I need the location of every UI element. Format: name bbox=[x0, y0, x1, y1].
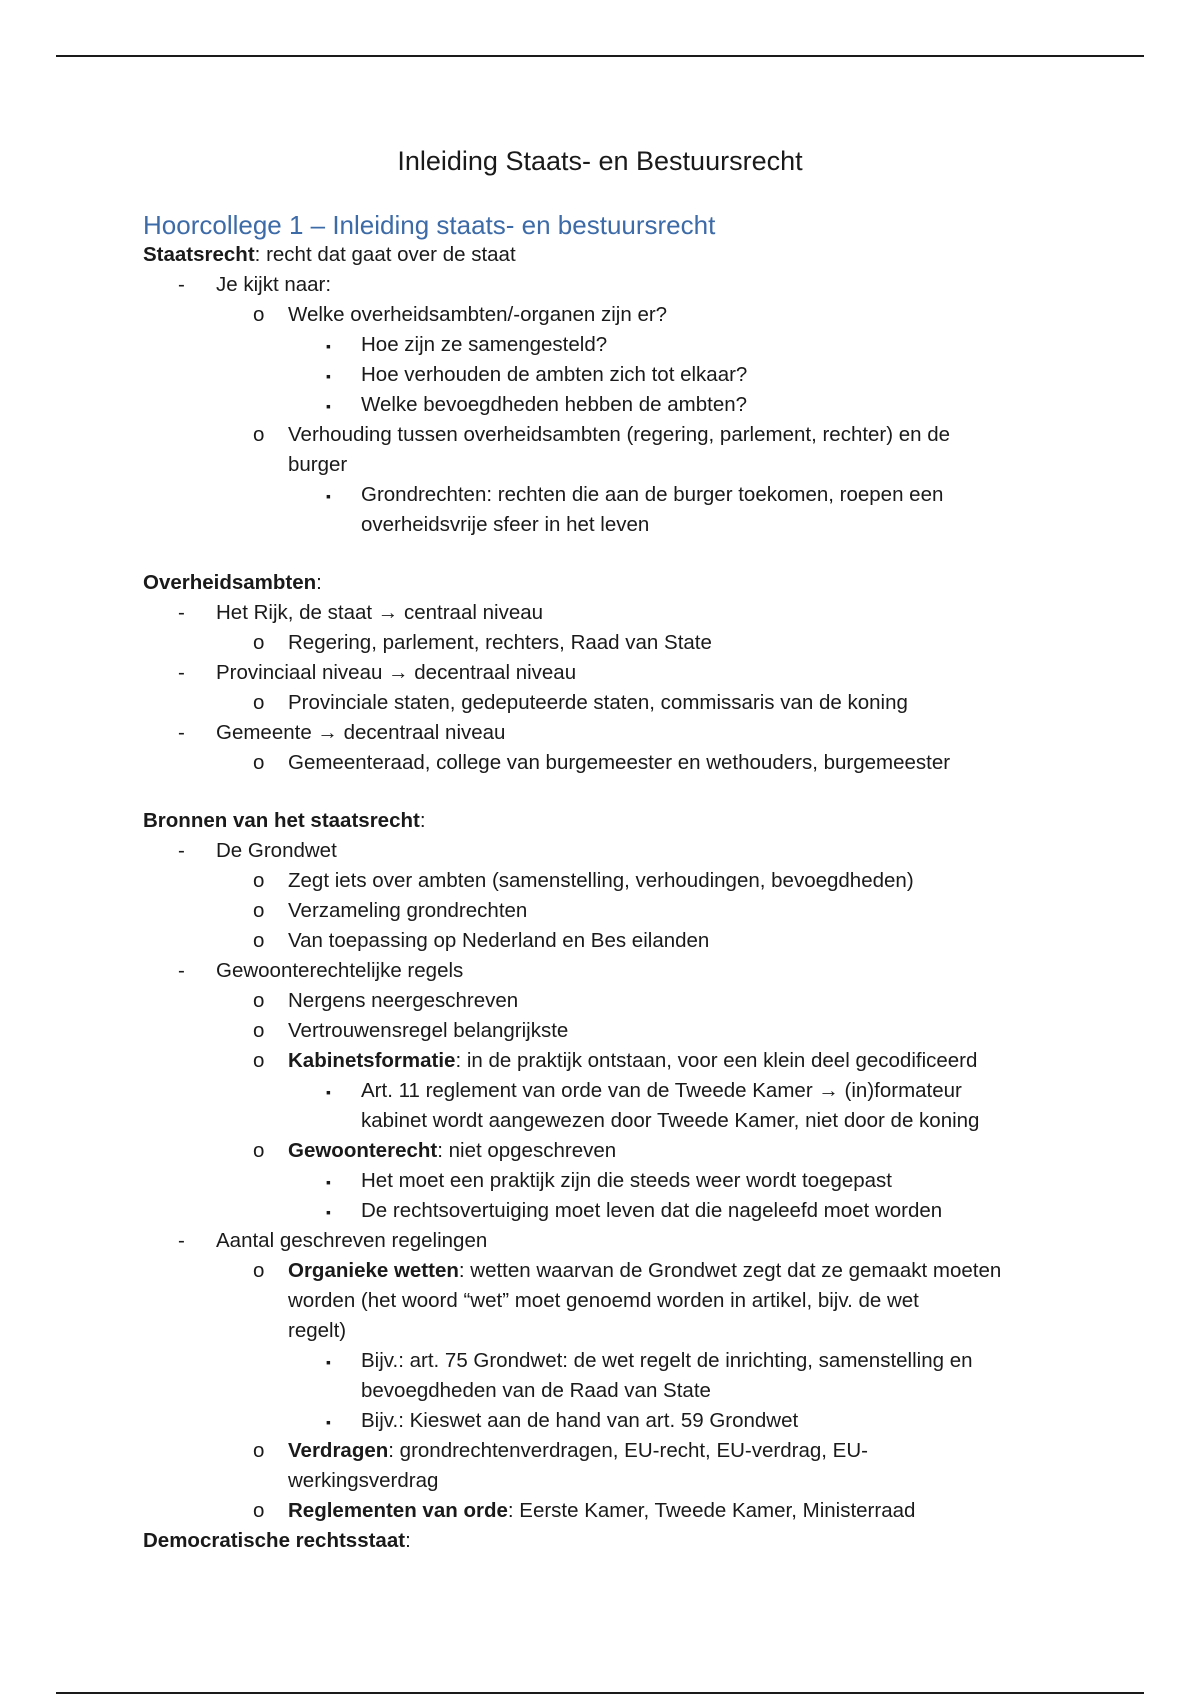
bullet-dash: - Provinciaal niveau → decentraal niveau bbox=[178, 661, 577, 684]
bullet-circle: o Zegt iets over ambten (samenstelling, verhoudingen, bevoegdheden) bbox=[253, 869, 914, 892]
bullet-square: ▪ Grondrechten: rechten die aan de burger toekomen, roepen een bbox=[326, 483, 944, 506]
bullet-circle: o Verzameling grondrechten bbox=[253, 899, 528, 922]
header-rule bbox=[56, 55, 1144, 57]
bullet-continuation: worden (het woord “wet” moet genoemd worden in artikel, bijv. de wet bbox=[288, 1289, 919, 1312]
bullet-square: ▪ Art. 11 reglement van orde van de Tweede Kamer → (in)formateur bbox=[326, 1079, 962, 1102]
term-line: Democratische rechtsstaat: bbox=[143, 1529, 411, 1552]
bullet-circle: o Vertrouwensregel belangrijkste bbox=[253, 1019, 569, 1042]
term-line: Overheidsambten: bbox=[143, 571, 322, 594]
bullet-square: ▪ Bijv.: Kieswet aan de hand van art. 59 Grondwet bbox=[326, 1409, 799, 1432]
bullet-circle: o Provinciale staten, gedeputeerde staten, commissaris van de koning bbox=[253, 691, 908, 714]
bullet-square: ▪ Hoe verhouden de ambten zich tot elkaar? bbox=[326, 363, 748, 386]
bullet-square: ▪ Bijv.: art. 75 Grondwet: de wet regelt de inrichting, samenstelling en bbox=[326, 1349, 973, 1372]
bullet-circle: o Verdragen: grondrechtenverdragen, EU-recht, EU-verdrag, EU- bbox=[253, 1439, 868, 1462]
bullet-dash: - Je kijkt naar: bbox=[178, 273, 332, 296]
bullet-circle: o Verhouding tussen overheidsambten (regering, parlement, rechter) en de bbox=[253, 423, 951, 446]
bullet-circle: o Reglementen van orde: Eerste Kamer, Tweede Kamer, Ministerraad bbox=[253, 1499, 916, 1522]
bullet-square: ▪ Het moet een praktijk zijn die steeds weer wordt toegepast bbox=[326, 1169, 892, 1192]
bullet-circle: o Gewoonterecht: niet opgeschreven bbox=[253, 1139, 617, 1162]
bullet-circle: o Regering, parlement, rechters, Raad van State bbox=[253, 631, 712, 654]
bullet-dash: - Het Rijk, de staat → centraal niveau bbox=[178, 601, 544, 624]
document-body bbox=[143, 210, 1103, 1556]
bullet-square: ▪ De rechtsovertuiging moet leven dat die nageleefd moet worden bbox=[326, 1199, 943, 1222]
bullet-dash: - Gemeente → decentraal niveau bbox=[178, 721, 506, 744]
bullet-continuation: werkingsverdrag bbox=[288, 1469, 439, 1492]
bullet-continuation: overheidsvrije sfeer in het leven bbox=[361, 513, 650, 536]
bullet-continuation: burger bbox=[288, 453, 348, 476]
bullet-circle: o Kabinetsformatie: in de praktijk ontstaan, voor een klein deel gecodificeerd bbox=[253, 1049, 978, 1072]
bullet-dash: - Gewoonterechtelijke regels bbox=[178, 959, 464, 982]
bullet-circle: o Van toepassing op Nederland en Bes eilanden bbox=[253, 929, 710, 952]
bullet-square: ▪ Welke bevoegdheden hebben de ambten? bbox=[326, 393, 748, 416]
bullet-circle: o Gemeenteraad, college van burgemeester en wethouders, burgemeester bbox=[253, 751, 951, 774]
bullet-dash: - Aantal geschreven regelingen bbox=[178, 1229, 488, 1252]
bullet-square: ▪ Hoe zijn ze samengesteld? bbox=[326, 333, 608, 356]
bullet-circle: o Welke overheidsambten/-organen zijn er? bbox=[253, 303, 668, 326]
term-line: Bronnen van het staatsrecht: bbox=[143, 809, 426, 832]
section-heading: Hoorcollege 1 – Inleiding staats- en bestuursrecht bbox=[143, 210, 716, 240]
bullet-continuation: regelt) bbox=[288, 1319, 347, 1342]
bullet-dash: - De Grondwet bbox=[178, 839, 337, 862]
footer-rule bbox=[56, 1692, 1144, 1694]
bullet-circle: o Organieke wetten: wetten waarvan de Grondwet zegt dat ze gemaakt moeten bbox=[253, 1259, 1002, 1282]
document-title: Inleiding Staats- en Bestuursrecht bbox=[397, 146, 803, 176]
bullet-continuation: bevoegdheden van de Raad van State bbox=[361, 1379, 711, 1402]
bullet-circle: o Nergens neergeschreven bbox=[253, 989, 519, 1012]
term-line: Staatsrecht: recht dat gaat over de staat bbox=[143, 243, 516, 266]
bullet-continuation: kabinet wordt aangewezen door Tweede Kamer, niet door de koning bbox=[361, 1109, 980, 1132]
